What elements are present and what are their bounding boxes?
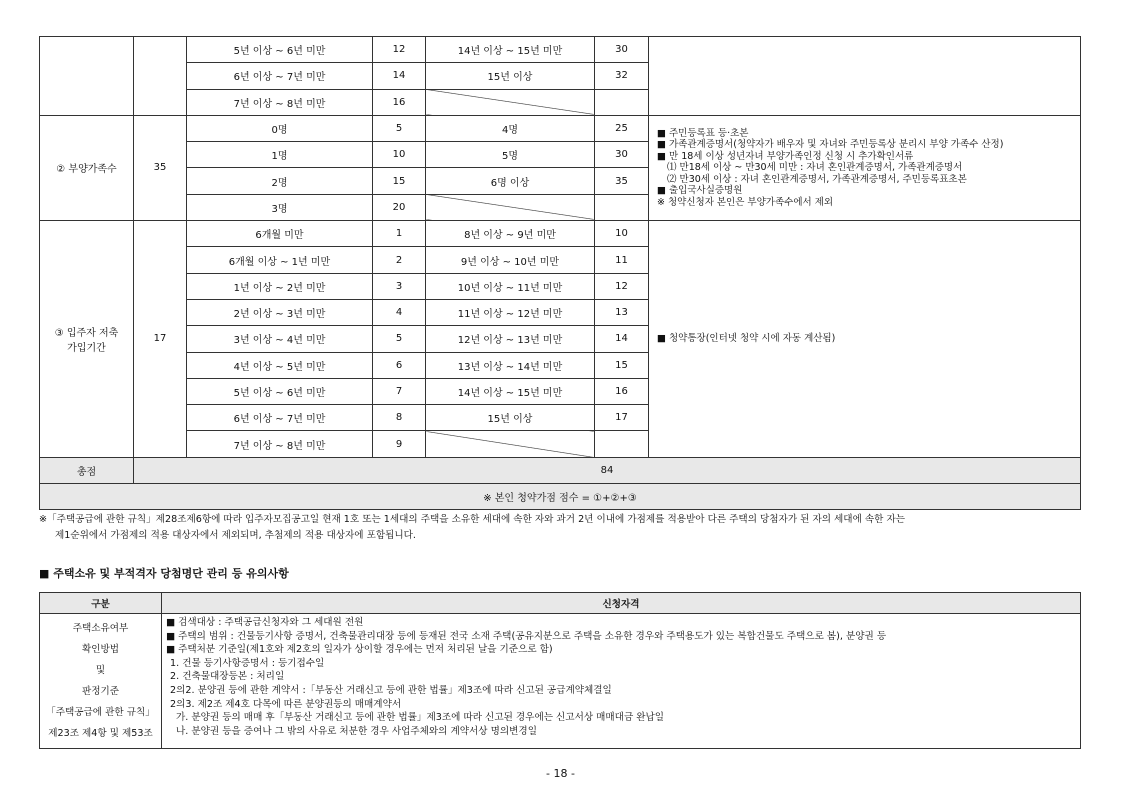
page-number: - 18 - bbox=[546, 767, 575, 780]
table-row: 3명 20 bbox=[40, 194, 1081, 220]
table-row: 6년 이상 ~ 7년 미만 14 15년 이상 32 bbox=[40, 63, 1081, 89]
table-row: 5년 이상 ~ 6년 미만 12 14년 이상 ~ 15년 미만 30 bbox=[40, 37, 1081, 63]
table-row: 4년 이상 ~ 5년 미만 6 13년 이상 ~ 14년 미만 15 bbox=[40, 352, 1081, 378]
table-row: 6개월 이상 ~ 1년 미만 2 9년 이상 ~ 10년 미만 11 bbox=[40, 247, 1081, 273]
diagonal-empty-cell bbox=[426, 89, 595, 115]
dependents-label: ② 부양가족수 bbox=[40, 115, 134, 220]
section-title: ■ 주택소유 및 부적격자 당첨명단 관리 등 유의사항 bbox=[39, 567, 289, 580]
score-table bbox=[39, 36, 1081, 510]
savings-label: ③ 입주자 저축 가입기간 bbox=[40, 221, 134, 458]
table-row: 1명 10 5명 30 bbox=[40, 142, 1081, 168]
dependents-max: 35 bbox=[134, 115, 187, 220]
table-row: ③ 입주자 저축 가입기간 17 6개월 미만 1 8년 이상 ~ 9년 미만 10 ■ 청약통장(인터넷 청약 시에 자동 계산됨) bbox=[40, 221, 1081, 247]
total-row bbox=[40, 457, 1081, 483]
table-row: 7년 이상 ~ 8년 미만 16 bbox=[40, 89, 1081, 115]
table-row: ② 부양가족수 35 0명 5 4명 25 ■ 주민등록표 등·초본 ■ 가족관계증명서(청약자가 배우자 및 자녀와 주민등록상 분리시 부양 가족수 산정) ■ 만 18세 이상 성년자녀 부양가족인정 신청 시 추가확인서류 ⑴ 만18세 이상 ~ 만30세 미만 : 자녀 혼인관계증명서, 가족관계증명서 ⑵ 만30세 이상 : 자녀 혼인관계증명서, 가족관계증명서, 주민등록표초본 ■ 출입국사실증명원 ※ 청약신청자 본인은 부양가족수에서 제외 bbox=[40, 115, 1081, 141]
diagonal-empty-cell bbox=[426, 431, 595, 457]
table-row: 6년 이상 ~ 7년 미만 8 15년 이상 17 bbox=[40, 405, 1081, 431]
table-header-row bbox=[40, 593, 1081, 614]
table-row: 7년 이상 ~ 8년 미만 9 bbox=[40, 431, 1081, 457]
savings-note: ■ 청약통장(인터넷 청약 시에 자동 계산됨) bbox=[649, 221, 1081, 458]
score-formula: ※ 본인 청약가점 점수 = ①+②+③ bbox=[40, 484, 1081, 510]
ownership-table bbox=[39, 592, 1081, 749]
diagonal-empty-cell bbox=[426, 194, 595, 220]
formula-row bbox=[40, 484, 1081, 510]
header-qualification: 신청자격 bbox=[162, 593, 1081, 614]
table-row: 3년 이상 ~ 4년 미만 5 12년 이상 ~ 13년 미만 14 bbox=[40, 326, 1081, 352]
savings-max: 17 bbox=[134, 221, 187, 458]
ownership-criteria-details: ■ 검색대상 : 주택공급신청자와 그 세대원 전원 ■ 주택의 범위 : 건물등기사항 증명서, 건축물관리대장 등에 등재된 전국 소재 주택(공유지분으로 주택을 소유한 경우와 주택용도가 있는 복합건물도 주택으로 봄), 분양권 등 ■ 주택처분 기준일(제1호와 제2호의 일자가 상이할 경우에는 먼저 처리된 날을 기준으로 함) 1. 건물 등기사항증명서 : 등기접수일 2. 건축물대장등본 : 처리일 2의2. 분양권 등에 관한 계약서 :「부동산 거래신고 등에 관한 법률」제3조에 따라 신고된 공급계약체결일 2의3. 제2조 제4호 다목에 따른 분양권등의 매매계약서 가. 분양권 등의 매매 후「부동산 거래신고 등에 관한 법률」제3조에 따라 신고된 경우에는 신고서상 매매대금 완납일 나. 분양권 등을 증여나 그 밖의 사유로 처분한 경우 사업주체와의 계약서상 명의변경일 bbox=[162, 614, 1081, 749]
table-row: 5년 이상 ~ 6년 미만 7 14년 이상 ~ 15년 미만 16 bbox=[40, 378, 1081, 404]
table-row bbox=[40, 614, 1081, 749]
total-label: 총점 bbox=[40, 457, 134, 483]
table-row: 2명 15 6명 이상 35 bbox=[40, 168, 1081, 194]
header-category: 구분 bbox=[40, 593, 162, 614]
table-row: 2년 이상 ~ 3년 미만 4 11년 이상 ~ 12년 미만 13 bbox=[40, 299, 1081, 325]
table-row: 1년 이상 ~ 2년 미만 3 10년 이상 ~ 11년 미만 12 bbox=[40, 273, 1081, 299]
total-value: 84 bbox=[134, 457, 1081, 483]
dependents-notes: ■ 주민등록표 등·초본 ■ 가족관계증명서(청약자가 배우자 및 자녀와 주민등록상 분리시 부양 가족수 산정) ■ 만 18세 이상 성년자녀 부양가족인정 신청 시 추가확인서류 ⑴ 만18세 이상 ~ 만30세 미만 : 자녀 혼인관계증명서, 가족관계증명서 ⑵ 만30세 이상 : 자녀 혼인관계증명서, 가족관계증명서, 주민등록표초본 ■ 출입국사실증명원 ※ 청약신청자 본인은 부양가족수에서 제외 bbox=[649, 115, 1081, 220]
ownership-criteria-label: 주택소유여부 확인방법 및 판정기준 「주택공급에 관한 규칙」 제23조 제4항 및 제53조 bbox=[40, 614, 162, 749]
footnote: ※「주택공급에 관한 규칙」제28조제6항에 따라 입주자모집공고일 현재 1호 또는 1세대의 주택을 소유한 세대에 속한 자와 과거 2년 이내에 가점제를 적용받아 다른 주택의 당첨자가 된 자의 세대에 속한 자는 제1순위에서 가점제의 적용 대상자에서 제외되며, 추첨제의 적용 대상자에 포함됩니다. bbox=[39, 514, 906, 541]
